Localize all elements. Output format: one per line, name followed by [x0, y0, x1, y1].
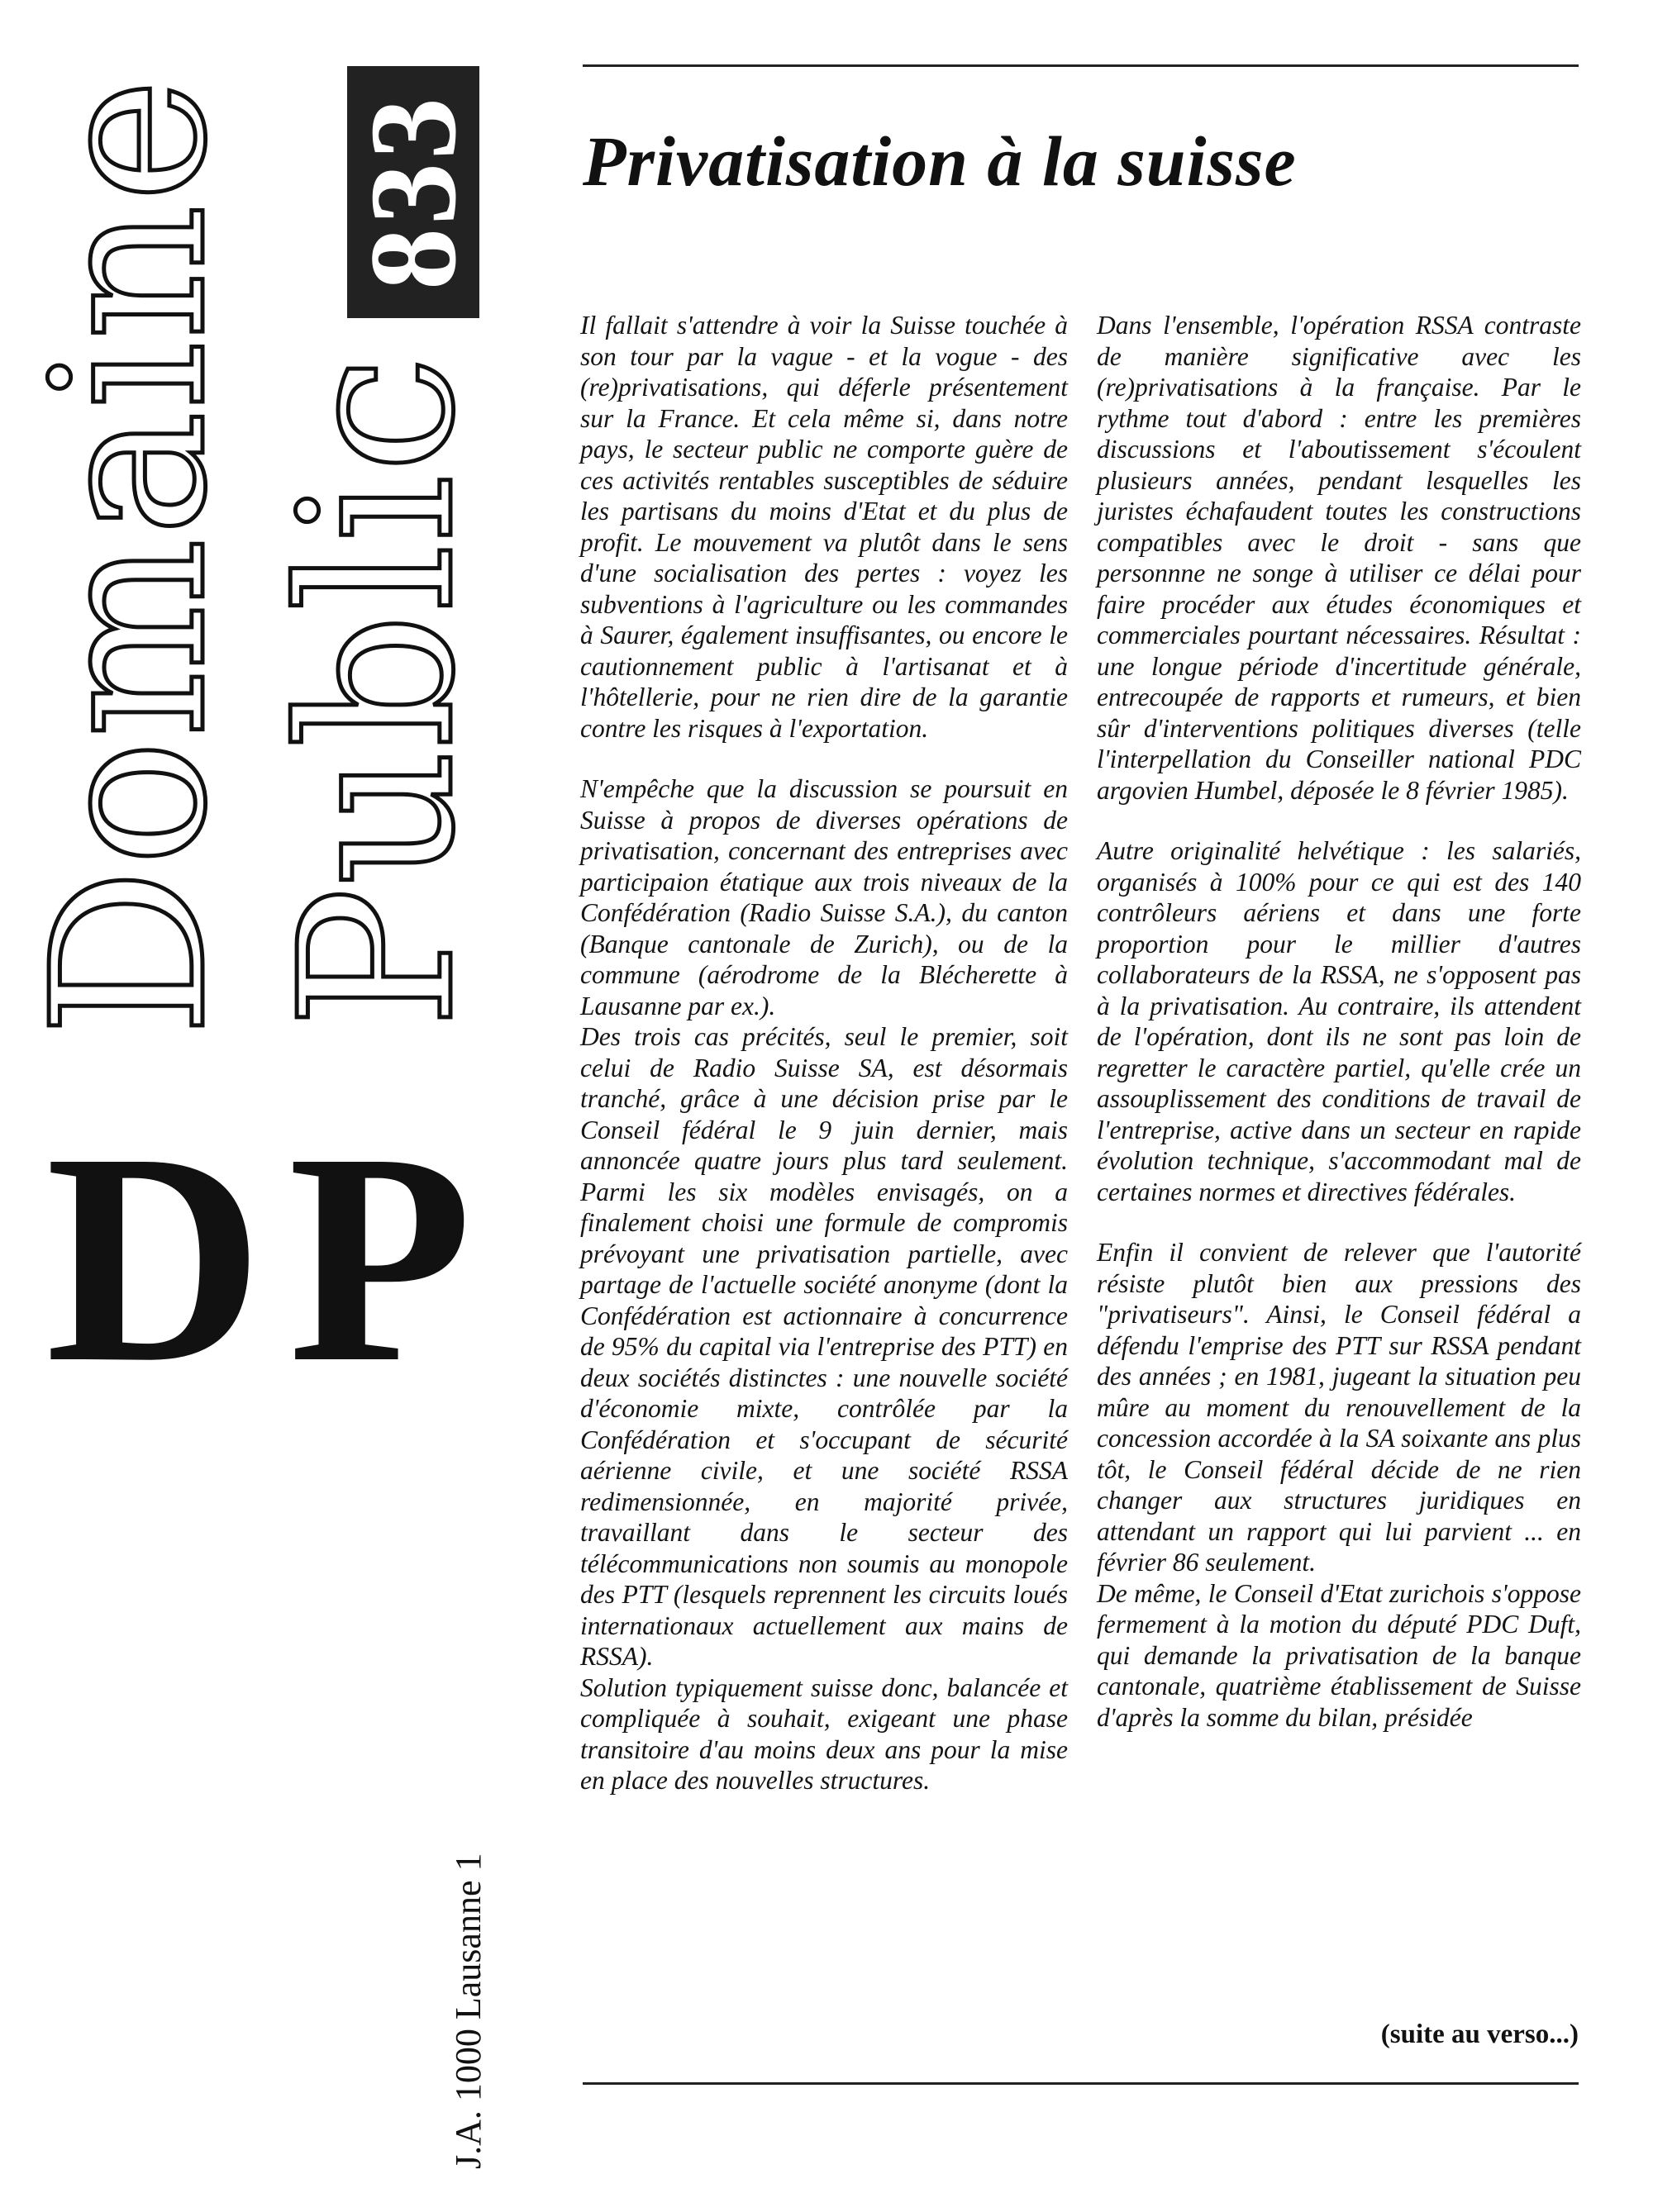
- paragraph: Des trois cas précités, seul le premier, soit celui de Radio Suisse SA, est désormais tranché, grâce à une décision prise par le Conseil fédéral le 9 juin dernier, mais annoncée quatre jours plus tard seulement. Parmi les six modèles envisagés, on a finalement choisi une formule de compromis prévoyant une privatisation partielle, avec partage de l'actuelle société anonyme (dont la Confédération est actionnaire à concurrence de 95% du capital via l'entreprise des PTT) en deux sociétés distinctes : une nouvelle société d'économie mixte, contrôlée par la Confédération et s'occupant de sécurité aérienne civile, et une société RSSA redimensionnée, en majorité privée, travaillant dans le secteur des télécommunications non soumis au monopole des PTT (lesquels reprennent les circuits loués internationaux actuellement aux mains de RSSA).: [580, 1022, 1068, 1671]
- bottom-rule: [583, 2082, 1579, 2085]
- paragraph: N'empêche que la discussion se poursuit en Suisse à propos de diverses opérations de privatisation, concernant des entreprises avec participaion étatique aux trois niveaux de la Confédération (Radio Suisse S.A.), du canton (Banque cantonale de Zurich), ou de la commune (aérodrome de la Blécherette à Lausanne par ex.).: [580, 774, 1068, 1020]
- postal-mark: J.A. 1000 Lausanne 1: [448, 1853, 488, 2169]
- continued-on-back-link[interactable]: (suite au verso...): [1380, 2019, 1579, 2049]
- article-column-right: [1097, 310, 1581, 1733]
- masthead: [0, 0, 562, 2212]
- paragraph: Il fallait s'attendre à voir la Suisse touchée à son tour par la vague - et la vogue - des (re)privatisations, qui déferle présentement sur la France. Et cela même si, dans notre pays, le secteur public ne comporte guère de ces activités rentables susceptibles de séduire les partisans du moins d'Etat et du plus de profit. Le mouvement va plutôt dans le sens d'une socialisation des pertes : voyez les subventions à l'agriculture ou les commandes à Saurer, également insuffisantes, ou encore le cautionnement public à l'artisanat et à l'hôtellerie, pour ne rien dire de la garantie contre les risques à l'exportation.: [580, 311, 1068, 743]
- masthead-title-public: Public: [255, 354, 501, 1029]
- masthead-title-domaine: Domaine: [7, 76, 253, 1037]
- dp-logo: DP: [45, 1091, 498, 1425]
- paragraph: Dans l'ensemble, l'opération RSSA contraste de manière significative avec les (re)privatisations à la française. Par le rythme tout d'abord : entre les premières discussions et l'aboutissement s'écoulent plusieurs années, pendant lesquelles les juristes échafaudent toutes les constructions compatibles avec le droit - sans que personnne ne songe à utiliser ce délai pour faire procéder aux études économiques et commerciales pourtant nécessaires. Résultat : une longue période d'incertitude générale, entrecoupée de rapports et rumeurs, et bien sûr d'interventions politiques diverses (telle l'interpellation du Conseiller national PDC argovien Humbel, déposée le 8 février 1985).: [1097, 311, 1581, 805]
- article-headline: Privatisation à la suisse: [583, 121, 1297, 201]
- top-rule: [583, 64, 1579, 67]
- paragraph: Enfin il convient de relever que l'autorité résiste plutôt bien aux pressions des "privatiseurs". Ainsi, le Conseil fédéral a défendu l'emprise des PTT sur RSSA pendant des années ; en 1981, jugeant la situation peu mûre au moment du renouvellement de la concession accordée à la SA soixante ans plus tôt, le Conseil fédéral décide de ne rien changer aux structures juridiques en attendant un rapport qui lui parvient ... en février 86 seulement.: [1097, 1238, 1581, 1577]
- paragraph: De même, le Conseil d'Etat zurichois s'oppose fermement à la motion du député PDC Duft, qui demande la privatisation de la banque cantonale, quatrième établissement de Suisse d'après la somme du bilan, présidée: [1097, 1578, 1581, 1732]
- article-column-left: [580, 310, 1068, 1796]
- paragraph: Autre originalité helvétique : les salariés, organisés à 100% pour ce qui est des 140 contrôleurs aériens et dans une forte proportion pour le millier d'autres collaborateurs de la RSSA, ne s'opposent pas à la privatisation. Au contraire, ils attendent de l'opération, dont ils ne sont pas loin de regretter le caractère partiel, qu'elle crée un assouplissement des conditions de travail de l'entreprise, active dans un secteur en rapide évolution technique, s'accommodant mal de certaines normes et directives fédérales.: [1097, 836, 1581, 1206]
- paragraph: Solution typiquement suisse donc, balancée et compliquée à souhait, exigeant une phase transitoire d'au moins deux ans pour la mise en place des nouvelles structures.: [580, 1672, 1068, 1795]
- issue-number-badge: 833: [347, 66, 479, 318]
